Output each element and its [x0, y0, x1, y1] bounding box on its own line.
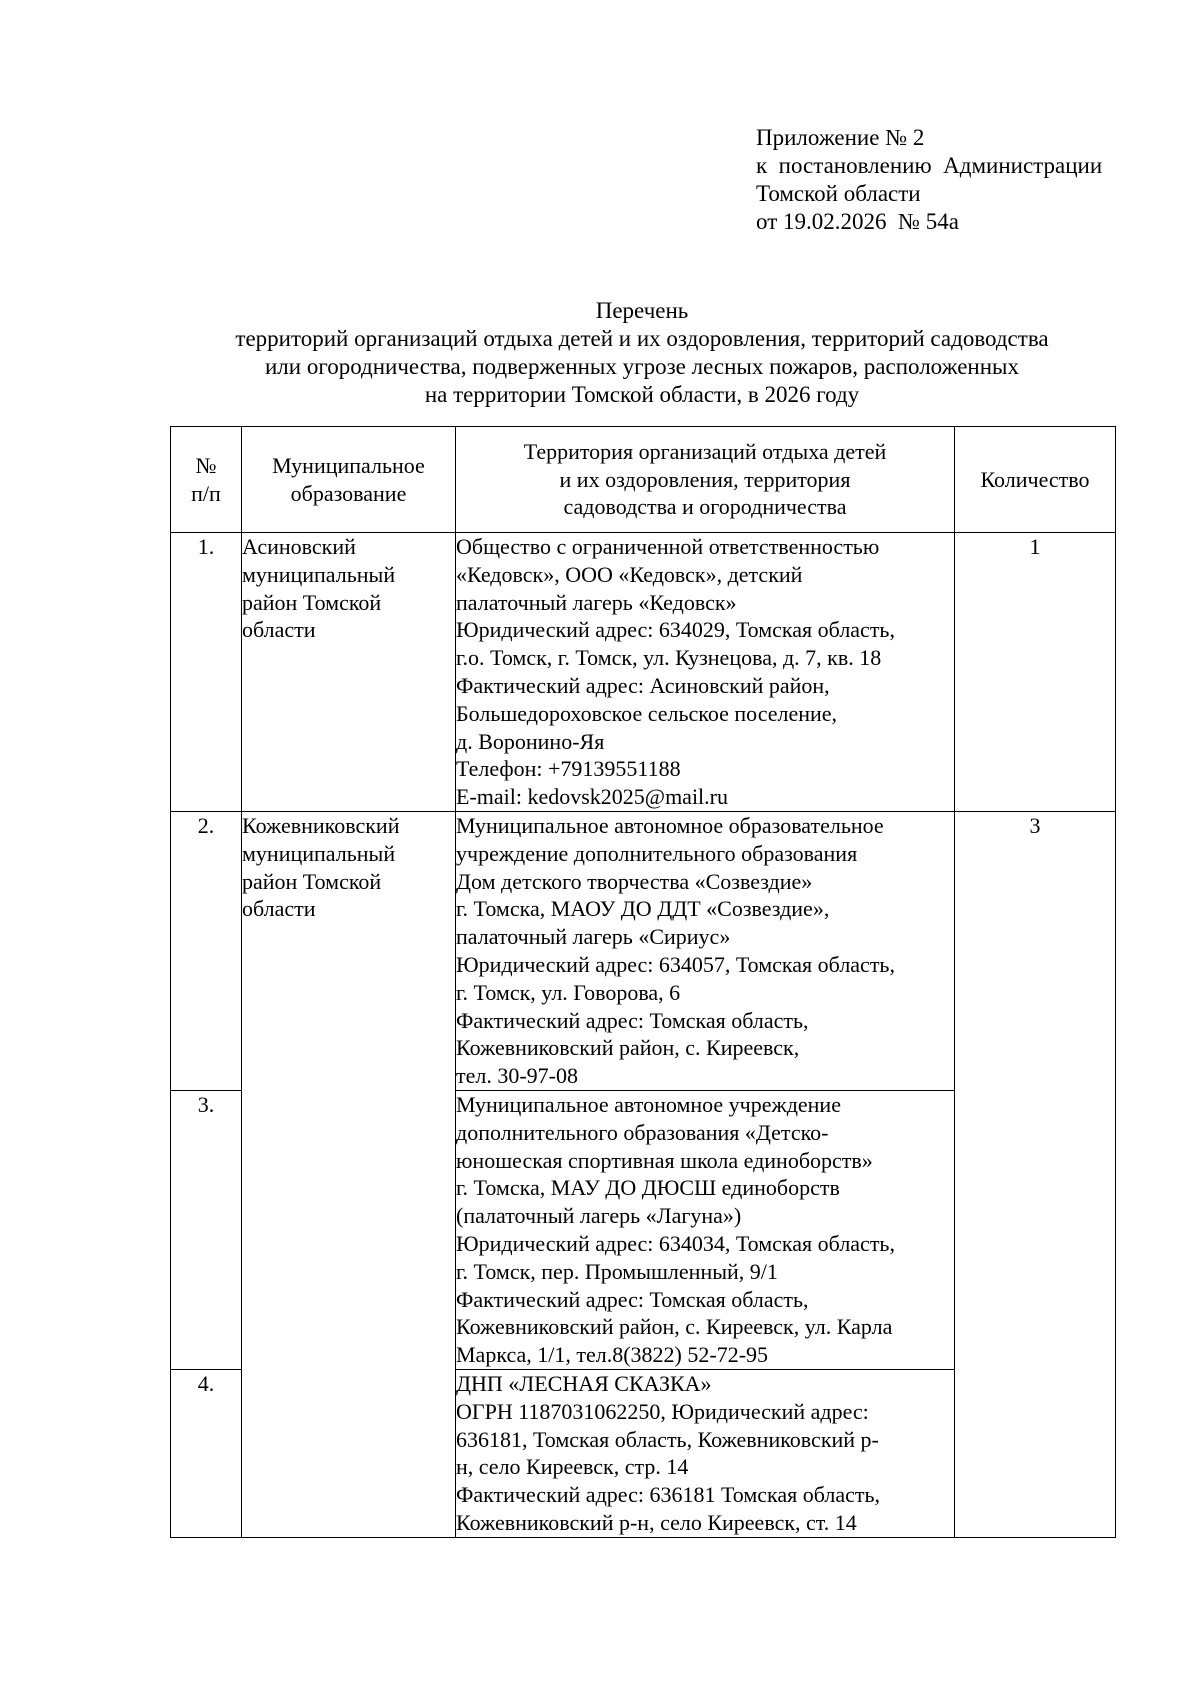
- cell-line: Муниципальное автономное учреждение: [456, 1091, 841, 1117]
- cell-line: 636181, Томская область, Кожевниковский р-: [456, 1426, 879, 1452]
- cell-line: Фактический адрес: Томская область,: [456, 1286, 809, 1312]
- municipality-cell: [242, 811, 456, 1537]
- cell-line: учреждение дополнительного образования: [456, 840, 858, 866]
- table-row: [171, 811, 1116, 1090]
- cell-line: области: [242, 896, 316, 922]
- header-line: п/п: [191, 480, 221, 506]
- header-line: садоводства и огородничества: [563, 494, 847, 520]
- quantity-cell: 1: [955, 533, 1116, 812]
- cell-line: Кожевниковский: [242, 812, 400, 838]
- header-line: Муниципальное: [272, 452, 425, 478]
- cell-line: г.о. Томск, г. Томск, ул. Кузнецова, д. 7, кв. 18: [456, 645, 882, 671]
- cell-line: дополнительного образования «Детско-: [456, 1119, 829, 1145]
- table-row: [171, 533, 1116, 812]
- cell-line: Асиновский: [242, 534, 356, 559]
- territories-table: [170, 426, 1116, 1538]
- header-line: №: [195, 452, 217, 478]
- cell-line: Кожевниковский р-н, село Киреевск, ст. 14: [456, 1509, 857, 1535]
- row-number: 1.: [171, 533, 242, 812]
- cell-line: район Томской: [242, 868, 382, 894]
- cell-line: Фактический адрес: Асиновский район,: [456, 672, 830, 698]
- heading-line: на территории Томской области, в 2026 году: [424, 382, 860, 407]
- appendix-reference: [756, 124, 1102, 236]
- header-line: Количество: [980, 466, 1090, 492]
- cell-line: ДНП «ЛЕСНАЯ СКАЗКА»: [456, 1370, 712, 1396]
- cell-line: муниципальный: [242, 840, 396, 866]
- cell-line: г. Томска, МАОУ ДО ДДТ «Созвездие»,: [456, 896, 830, 922]
- territory-cell: [456, 533, 955, 812]
- territory-cell: [456, 1369, 955, 1537]
- cell-line: г. Томск, ул. Говорова, 6: [456, 979, 681, 1005]
- row-number: 3.: [171, 1090, 242, 1369]
- cell-line: палаточный лагерь «Кедовск»: [456, 589, 737, 615]
- heading-line: территорий организаций отдыха детей и их оздоровления, территорий садоводства: [235, 326, 1049, 351]
- municipality-cell: [242, 533, 456, 812]
- cell-line: г. Томска, МАУ ДО ДЮСШ единоборств: [456, 1175, 840, 1201]
- appendix-line: от 19.02.2026 № 54а: [756, 209, 959, 234]
- cell-line: Юридический адрес: 634057, Томская область,: [456, 951, 895, 977]
- cell-line: Кожевниковский район, с. Киреевск, ул. Карла: [456, 1314, 893, 1340]
- cell-line: палаточный лагерь «Сириус»: [456, 924, 731, 950]
- territory-cell: [456, 811, 955, 1090]
- header-territory: [456, 427, 955, 533]
- heading-line: или огородничества, подверженных угрозе лесных пожаров, расположенных: [265, 354, 1019, 379]
- cell-line: район Томской: [242, 589, 382, 615]
- cell-line: Общество с ограниченной ответственностью: [456, 534, 880, 559]
- appendix-line: Приложение № 2: [756, 125, 925, 150]
- cell-line: «Кедовск», ООО «Кедовск», детский: [456, 561, 803, 587]
- header-line: и их оздоровления, территория: [559, 466, 851, 492]
- header-municipality: [242, 427, 456, 533]
- header-line: Территория организаций отдыха детей: [523, 438, 887, 464]
- cell-line: Фактический адрес: Томская область,: [456, 1007, 809, 1033]
- cell-line: Дом детского творчества «Созвездие»: [456, 868, 813, 894]
- cell-line: г. Томск, пер. Промышленный, 9/1: [456, 1258, 778, 1284]
- cell-line: области: [242, 617, 316, 643]
- cell-line: муниципальный: [242, 561, 396, 587]
- row-number: 2.: [171, 811, 242, 1090]
- cell-line: Телефон: +79139551188: [456, 756, 681, 782]
- table-header-row: [171, 427, 1116, 533]
- cell-line: E-mail: kedovsk2025@mail.ru: [456, 784, 728, 810]
- cell-line: Фактический адрес: 636181 Томская область,: [456, 1482, 881, 1508]
- territory-cell: [456, 1090, 955, 1369]
- cell-line: н, село Киреевск, стр. 14: [456, 1454, 689, 1480]
- cell-line: ОГРН 1187031062250, Юридический адрес:: [456, 1398, 869, 1424]
- appendix-line: к постановлению Администрации: [756, 153, 1103, 178]
- document-heading: [150, 297, 1134, 409]
- cell-line: Юридический адрес: 634029, Томская область,: [456, 617, 895, 643]
- cell-line: юношеская спортивная школа единоборств»: [456, 1147, 873, 1173]
- cell-line: д. Воронино-Яя: [456, 728, 605, 754]
- header-quantity: [955, 427, 1116, 533]
- cell-line: Юридический адрес: 634034, Томская область,: [456, 1230, 895, 1256]
- cell-line: Большедороховское сельское поселение,: [456, 700, 838, 726]
- cell-line: (палаточный лагерь «Лагуна»): [456, 1203, 742, 1229]
- cell-line: Муниципальное автономное образовательное: [456, 812, 884, 838]
- heading-title: Перечень: [595, 298, 689, 323]
- quantity-cell: 3: [955, 811, 1116, 1537]
- appendix-line: Томской области: [756, 181, 921, 206]
- cell-line: Маркса, 1/1, тел.8(3822) 52-72-95: [456, 1342, 769, 1368]
- header-line: образование: [290, 480, 407, 506]
- header-num: [171, 427, 242, 533]
- cell-line: Кожевниковский район, с. Киреевск,: [456, 1035, 800, 1061]
- row-number: 4.: [171, 1369, 242, 1537]
- cell-line: тел. 30-97-08: [456, 1063, 579, 1089]
